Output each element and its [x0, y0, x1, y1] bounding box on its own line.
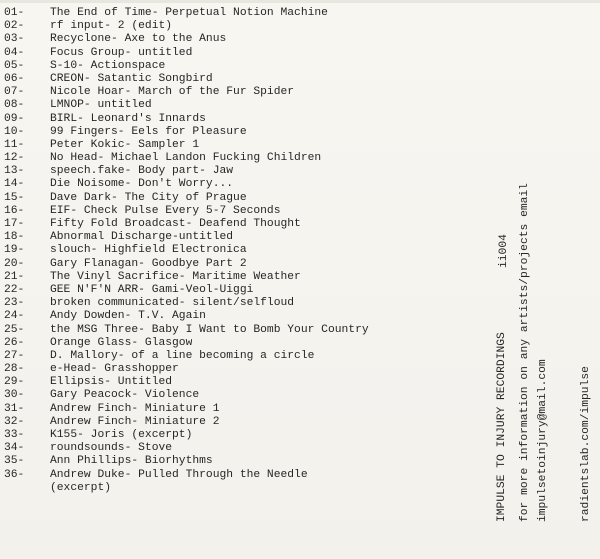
label-name: IMPULSE TO INJURY RECORDINGS [496, 332, 508, 522]
track-number: 24- [4, 310, 25, 323]
track-title: BIRL- Leonard's Innards [50, 112, 206, 125]
track-number: 01- [4, 7, 25, 19]
track-row [4, 60, 474, 73]
track-row [4, 139, 474, 152]
track-title: Fifty Fold Broadcast- Deafend Thought [50, 218, 301, 230]
track-row [4, 350, 474, 363]
track-row [4, 205, 474, 218]
contact-email: impulsetoinjury@mail.com [537, 359, 549, 522]
track-row [4, 455, 474, 468]
track-row [4, 113, 474, 126]
track-title: speech.fake- Body part- Jaw [50, 165, 234, 178]
track-number: 36- [4, 468, 25, 481]
track-row [4, 469, 474, 482]
track-number: 06- [4, 72, 25, 85]
track-row [4, 284, 474, 297]
track-title: Recyclone- Axe to the Anus [50, 33, 227, 46]
track-row [4, 126, 474, 139]
track-title: Orange Glass- Glasgow [50, 336, 193, 349]
track-title: Focus Group- untitled [50, 46, 193, 59]
track-title: rf input- 2 (edit) [50, 20, 173, 33]
track-row [4, 324, 474, 337]
track-title: D. Mallory- of a line becoming a circle [50, 349, 315, 362]
track-number: 13- [4, 165, 25, 178]
track-title: broken communicated- silent/selfloud [50, 297, 295, 310]
track-number: 35- [4, 455, 25, 468]
track-title: the MSG Three- Baby I Want to Bomb Your Country [50, 323, 369, 336]
track-title: EIF- Check Pulse Every 5-7 Seconds [50, 204, 281, 217]
track-title-continuation: (excerpt) [50, 481, 112, 494]
track-row [4, 165, 474, 178]
track-row [4, 271, 474, 284]
track-row [4, 403, 474, 416]
track-title: Ellipsis- Untitled [50, 376, 173, 389]
track-title: CREON- Satantic Songbird [50, 72, 213, 85]
track-number: 07- [4, 86, 25, 99]
track-row [4, 7, 474, 20]
track-number: 05- [4, 59, 25, 72]
track-row [4, 310, 474, 323]
track-row [4, 192, 474, 205]
track-number: 21- [4, 270, 25, 283]
track-number: 10- [4, 125, 25, 138]
track-title: Dave Dark- The City of Prague [50, 191, 247, 204]
track-title: Die Noisome- Don't Worry... [50, 178, 234, 191]
track-title: Gary Flanagan- Goodbye Part 2 [50, 257, 247, 270]
track-number: 28- [4, 363, 25, 376]
track-row [4, 337, 474, 350]
track-title: Nicole Hoar- March of the Fur Spider [50, 86, 295, 99]
track-title: 99 Fingers- Eels for Pleasure [50, 125, 247, 138]
track-row [4, 47, 474, 60]
track-title: Peter Kokic- Sampler 1 [50, 138, 200, 151]
track-row [4, 178, 474, 191]
track-number: 32- [4, 415, 25, 428]
contact-info-text: for more information on any artists/projects email [519, 183, 531, 522]
track-title: GEE N'F'N ARR- Gami-Veol-Uiggi [50, 283, 254, 296]
track-number: 17- [4, 218, 25, 230]
track-number: 02- [4, 20, 25, 33]
track-row [4, 429, 474, 442]
track-number: 31- [4, 402, 25, 415]
track-number: 14- [4, 178, 25, 191]
track-row [4, 33, 474, 46]
track-title: roundsounds- Stove [50, 442, 173, 455]
track-title: S-10- Actionspace [50, 59, 166, 72]
track-number: 29- [4, 376, 25, 389]
track-row [4, 442, 474, 455]
track-number: 12- [4, 152, 25, 165]
track-title: Gary Peacock- Violence [50, 389, 200, 402]
track-number: 34- [4, 442, 25, 455]
track-number: 33- [4, 429, 25, 441]
track-row [4, 86, 474, 99]
track-number: 16- [4, 204, 25, 217]
track-title: LMNOP- untitled [50, 99, 152, 112]
track-row [4, 20, 474, 33]
track-number: 11- [4, 138, 25, 151]
tracklist [4, 7, 474, 495]
track-row [4, 218, 474, 231]
track-row [4, 376, 474, 389]
track-title: Andrew Finch- Miniature 1 [50, 402, 220, 415]
track-number: 18- [4, 231, 25, 244]
track-title: slouch- Highfield Electronica [50, 244, 247, 257]
track-row [4, 231, 474, 244]
track-number: 15- [4, 191, 25, 204]
track-row [4, 73, 474, 86]
track-number: 09- [4, 112, 25, 125]
track-title: Andy Dowden- T.V. Again [50, 310, 206, 323]
track-row [4, 389, 474, 402]
track-title: e-Head- Grasshopper [50, 363, 179, 376]
website-url: radientslab.com/impulse [580, 366, 592, 522]
track-title: No Head- Michael Landon Fucking Children [50, 152, 322, 165]
track-number: 30- [4, 389, 25, 402]
top-edge [0, 0, 600, 3]
track-title: Abnormal Discharge-untitled [50, 231, 234, 244]
track-row [4, 416, 474, 429]
track-row [4, 297, 474, 310]
track-title: Andrew Finch- Miniature 2 [50, 415, 220, 428]
track-title: Andrew Duke- Pulled Through the Needle [50, 468, 308, 481]
track-number: 08- [4, 99, 25, 112]
track-number: 20- [4, 257, 25, 270]
track-title: The End of Time- Perpetual Notion Machine [50, 7, 328, 19]
track-number: 23- [4, 297, 25, 310]
track-row [4, 244, 474, 257]
track-row [4, 152, 474, 165]
track-number: 03- [4, 33, 25, 46]
track-title: Ann Phillips- Biorhythms [50, 455, 213, 468]
track-number: 27- [4, 349, 25, 362]
track-row [4, 258, 474, 271]
track-title: K155- Joris (excerpt) [50, 429, 193, 441]
track-row [4, 99, 474, 112]
track-number: 04- [4, 46, 25, 59]
track-title: The Vinyl Sacrifice- Maritime Weather [50, 270, 301, 283]
track-number: 26- [4, 336, 25, 349]
track-row [4, 363, 474, 376]
track-number: 22- [4, 283, 25, 296]
track-number: 19- [4, 244, 25, 257]
track-number: 25- [4, 323, 25, 336]
catalog-number: ii004 [498, 234, 510, 268]
